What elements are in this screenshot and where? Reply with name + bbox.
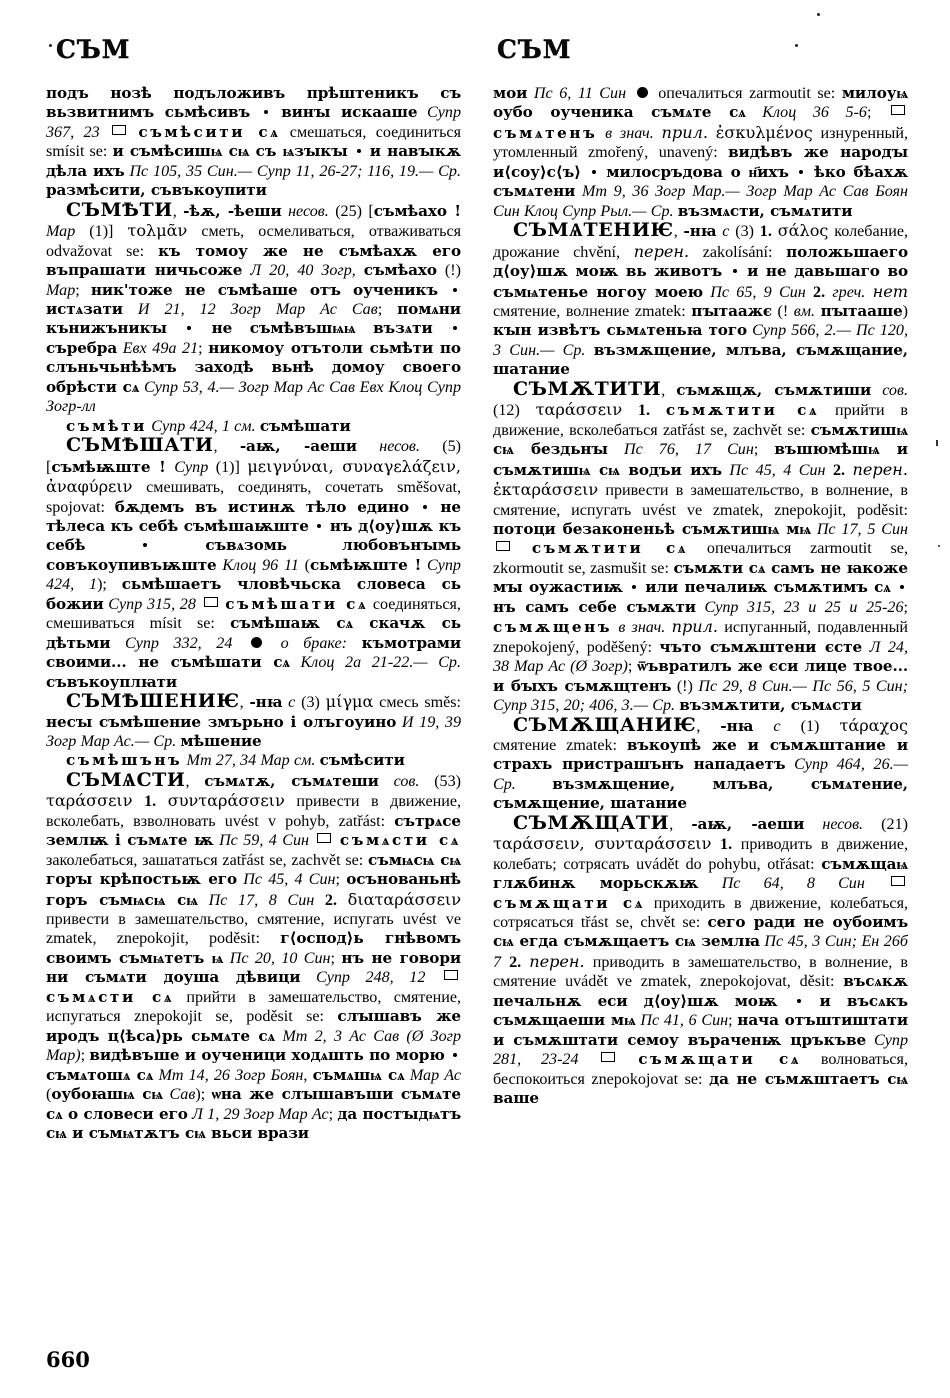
entry-sumeti: СЪМѢТИ, -ѣѫ, -ѣеши несов. (25) [съмѣахо ! Мар (1)] τολμᾶν сметь, осмеливаться, отваживаться odvažovat se: къ томоу же не съмѣахѫ его въпрашати ничьсоже Л 20, 40 Зогр, съмѣахо (!) Мар; ник'тоже не съмѣаше отъ оученикъ истѧзати И 21, 12 Зогр Мар Ас Сав; помѧни кънижъникꙑ не съмѣвъшѩѩ възѧти съребра Евх 49a 21; никомоу отътоли сьмѣти по слъньчьнѣѣмъ заходѣ вьнѣ домоу своего обрѣсти сѧ Супр 53, 4.— Зогр Мар Ас Сав Евх Клоц Супр Зогр-лл <box>46 198 461 416</box>
entry-sumesati: СЪМѢШАТИ, -аѭ, -аеши несов. (5) [съмѣѭште ! Супр (1)] μειγνύναι, συναγελάζειν, ἀναφύρειν смешивать, соединять, сочетать směšovat, spojovat: бѫдемъ въ истинѫ тѣло едино не тѣлеса къ себѣ съмѣшаѭште нъ д⟨оу⟩шѫ къ себѣ съвѧзомь любовънꙑмь совъкоупивъѭште Клоц 96 11 (сьмѣѭште ! Супр 424, 1); сьмѣшаетъ чловѣчьска словеса сь божии Супр 315, 28 съмѣшати сѧ соединяться, смешиваться mísit se: съмѣшаѭ сѧ скачѫ сь дѣтьми Супр 332, 24 о браке: къмотрами своими... не съмѣшати сѧ Клоц 2a 21-22.— Ср. съвъкоуплꙗти <box>46 434 461 691</box>
entry-sumestati: СЪМѪЩАТИ, -аѭ, -аеши несов. (21) ταράσσειν, συνταράσσειν 1. приводить в движение, колебать; сотрясать uvádět do pohybu, otřásat: съмѫщаѩ глѫбинѫ морьскѫѭ Пс 64, 8 Син съмѫщати сѧ приходить в движение, колебаться, сотрясаться třást se, chvět se: сего ради не оубоимъ сѩ егда съмѫщаетъ сѩ землꙗ Пс 45, 3 Син; Ен 26б 7 2. перен. приводить в замешательство, в волнение, в смятение uvádět ve zmatek, znepokojovat, děsit: въсѧкѫ печальнѫ еси д⟨оу⟩шѫ моѭ и въсѧкъ съмѫщаеши мѩ Пс 41, 6 Син; нача отъштиштати и съмѫштати семоу въраченѭ цръкъве Супр 281, 23-24 съмѫщати сѧ волноваться, беспокоиться znepokojovat se: да не съмѫштаетъ сѩ ваше <box>493 811 908 1108</box>
running-head-right: СЪМ <box>497 35 572 64</box>
page-number: 660 <box>46 1347 90 1372</box>
entry-sumetenije: СЪМѦТЕНИѤ, -нꙗ с (3) 1. σάλος колебание, дрожание chvění, перен. zakolísání: положьшаего д⟨оу⟩шѫ моѭ вь животъ и не давьшаго во съмѩтенье ногоу моею Пс 65, 9 Син 2. греч. нет смятение, волнение zmatek: пꙑтаажє (! вм. пꙑтааше) кꙑн извѣтъ сьмѧтеньꙗ того Супр 566, 2.— Пс 120, 3 Син.— Ср. възмѫщение, млъва, съмѫщание, шатание <box>493 219 908 379</box>
scan-speck <box>936 440 938 446</box>
right-column-entries <box>493 84 908 1109</box>
page-columns <box>46 28 908 1143</box>
right-column <box>493 28 908 1143</box>
left-column-entries <box>46 84 461 1143</box>
scan-speck <box>817 13 820 16</box>
entry-sumesti: СЪМѦСТИ, съмѧтѫ, съмѧтеши сов. (53) ταράσσειν 1. συνταράσσειν привести в движение, всколебать, взволновать uvést v pohyb, zatřást: сътрѧсе землѭ і съмѧте ѭ Пс 59, 4 Син съмѧсти сѧ заколебаться, зашататься zatřást se, zachvět se: съмѩсѩ сѩ горꙑ крѣпостьѭ его Пс 45, 4 Син; осънованьнѣ горъ съмѩсѩ сѩ Пс 17, 8 Син 2. διαταράσσειν привести в замешательство, смятение, испугать uvést ve zmatek, znepokojit, poděsit: г⟨оспод⟩ь гнѣвомъ своимъ съмѩтетъ ѩ Пс 20, 10 Син; нъ не говори ни съмѧти доуша дѣвици Супр 248, 12 съмѧсти сѧ прийти в замешательство, смятение, испугаться znepokojit se, poděsit se: слꙑшавъ же иродъ ц⟨ѣса⟩рь сьмѧте сѧ Мт 2, 3 Ас Сав (Ø Зогр Мар); видѣвъше и оученици ходѧшть по морю съмѧтошѧ сѧ Мт 14, 26 Зогр Боян, съмѧшѩ сѧ Мар Ас (оубоꙗшѩ сѩ Сав); ѡна же слꙑшавъши съмѧте сѧ о словеси его Л 1, 29 Зогр Мар Ас; да постꙑдѩтъ сѩ и съмѩтѫтъ сѩ вьси врази <box>46 768 462 1143</box>
scan-speck <box>938 545 940 547</box>
entry-sumesunu-ref: съмѣшънъ Мт 27, 34 Мар см. съмѣсити <box>66 751 405 770</box>
running-head-left: СЪМ <box>56 35 131 64</box>
left-column <box>46 28 461 1143</box>
entry-sumeti-ref: съмѣти Супр 424, 1 см. съмѣшати <box>66 416 351 435</box>
entry-continuation-sumesiti: подъ нозѣ подъложивъ прѣштеникъ съ вьзвитнимъ сьмѣсивъ винꙑ искааше Супр 367, 23 съмѣсити сѧ смешаться, соединиться smísit se: и съмѣсишѩ сѩ съ ѩзꙑкꙑ и навꙑкѫ дѣла ихъ Пс 105, 35 Син.— Супр 11, 26-27; 116, 19.— Ср. размѣсити, съвъкоупити <box>46 84 462 200</box>
entry-sumetiti: СЪМѪТИТИ, съмѫщѫ, съмѫтиши сов. (12) ταράσσειν 1. съмѫтити сѧ прийти в движение, всколебаться zatřást se, zachvět se: съмѫтишѩ сѩ бездьнꙑ Пс 76, 17 Син; въшюмѣшѩ и съмѫтишѩ сѩ водъи ихъ Пс 45, 4 Син 2. перен. ἐκταράσσειν привести в замешательство, в волнение, в смятение, испугать uvést ve zmatek, znepokojit, poděsit: потоци безаконеньѣ съмѫтишѩ мѩ Пс 17, 5 Син съмѫтити сѧ опечалиться zarmoutit se, zkormoutit se, zasmušit se: съмѫти сѧ самъ не ꙗкоже мꙑ оужастиѭ или печалиѭ съмѫтимъ сѧ нъ самъ себе съмѫти Супр 315, 23 и 25 и 25-26; съмѫщенъ в знач. прил. испуганный, подавленный znepokojený, poděšený: чъто съмѫштени єсте Л 24, 38 Мар Ас (Ø Зогр); ѿъвратилъ же єси лице твое... и бꙑхъ съмѫщтенъ (!) Пс 29, 8 Син.— Пс 56, 5 Син; Супр 315, 20; 406, 3.— Ср. възмѫтити, съмѧсти <box>493 377 909 715</box>
entry-sumesenije: СЪМѢШЕНИѤ, -нꙗ с (3) μίγμα смесь směs: несꙑ съмѣшение змърьно і олъгоуино И 19, 39 Зогр Мар Ас.— Ср. мѣшение <box>46 690 461 750</box>
entry-continuation-sumesti: мои Пс 6, 11 Син опечалиться zarmoutit se: милоуѩ оубо оученика съмѧте сѧ Клоц 36 5-6; съмѧтенъ в знач. прил. ἐσκυλμένος изнуренный, утомленный zmořený, unavený: видѣвъ же народꙑ и⟨соу⟩с⟨ъ⟩ милосръдова о н҃ихъ ѣко бѣахѫ съмѧтени Мт 9, 36 Зогр Мар.— Зогр Мар Ас Сав Боян Син Клоц Супр Рыл.— Ср. възмѧсти, съмѧтити <box>493 84 909 220</box>
entry-sumestanije: СЪМѪЩАНИѤ, -нꙗ с (1) τάραχος смятение zmatek: въкоупѣ же и съмѫштание и страхъ пристрашънъ нападаетъ Супр 464, 26.— Ср. възмѫщение, млъва, съмѧтение, съмѫщение, шатание <box>493 713 909 813</box>
